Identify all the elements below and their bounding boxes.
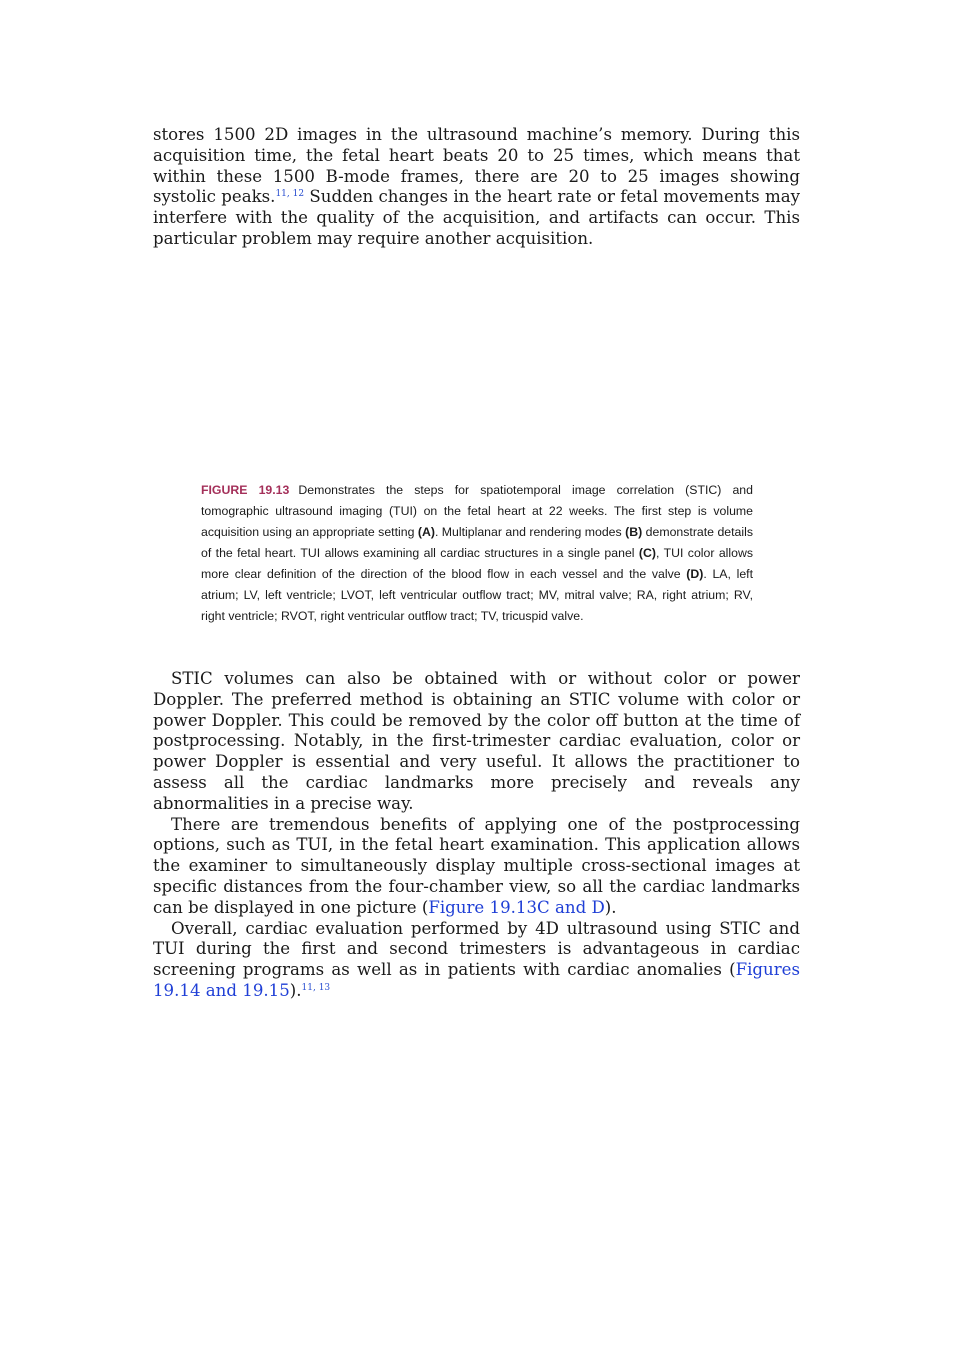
- caption-panel-c: (C): [638, 546, 656, 560]
- caption-text-4: , TUI color allows more clear definition of the direction of the blood flow in each vessel and the valve: [201, 546, 754, 581]
- figure-link-19-14-19-15[interactable]: Figures 19.14 and 19.15: [153, 960, 800, 1000]
- caption-panel-b: (B): [625, 525, 643, 539]
- paragraph-2: STIC volumes can also be obtained with or without color or power Doppler. The preferred method is obtaining an STIC volume with color or power Doppler. This could be removed by the color off button at the time of postprocessing. Notably, in the first-trimester cardiac evaluation, color or power Doppler is essential and very useful. It allows the practitioner to assess all the cardiac landmarks more precisely and reveals any abnormalities in a precise way.: [153, 669, 800, 813]
- paragraph-4: [153, 919, 800, 1002]
- caption-text-3: demonstrate details of the fetal heart. TUI allows examining all cardiac structures in a single panel: [201, 525, 753, 560]
- paragraph-1-text-b: Sudden changes in the heart rate or fetal movements may interfere with the quality of the acquisition, and artifacts can occur. This particular problem may require another acquisition.: [153, 187, 800, 248]
- paragraph-4-text-a: Overall, cardiac evaluation performed by 4D ultrasound using STIC and TUI during the first and second trimesters is advantageous in cardiac screening programs as well as in patients with cardiac anomalies (: [153, 918, 800, 980]
- paragraph-3-text-a: There are tremendous benefits of applying one of the postprocessing options, such as TUI, in the fetal heart examination. This application allows the examiner to simultaneously display multiple cross-sectional images at specific distances from the four-chamber view, so all the cardiac landmarks can be displayed in one picture (: [153, 814, 800, 917]
- figure-label: FIGURE 19.13: [201, 483, 290, 497]
- paragraph-3: [153, 815, 800, 919]
- paragraph-group-bottom: [153, 669, 800, 1002]
- paragraph-3-text-b: ).: [604, 897, 617, 917]
- paragraph-top: [153, 125, 800, 250]
- caption-text-2: . Multiplanar and rendering modes: [434, 525, 626, 539]
- figure-caption: [201, 480, 753, 627]
- caption-panel-a: (A): [417, 525, 435, 539]
- caption-text-5: . LA, left atrium; LV, left ventricle; LVOT, left ventricular outflow tract; MV, mitral valve; RA, right atrium; RV, right ventricle; RVOT, right ventricular outflow tract; TV, tricuspid valve.: [201, 567, 753, 623]
- caption-panel-d: (D): [686, 567, 704, 581]
- reference-citation-11-13[interactable]: 11, 13: [301, 982, 331, 993]
- figure-link-19-13cd[interactable]: Figure 19.13C and D: [428, 897, 605, 917]
- paragraph-1-text-a: stores 1500 2D images in the ultrasound machine’s memory. During this acquisition time, the fetal heart beats 20 to 25 times, which means that within these 1500 B-mode frames, there are 20 to 25 images showing systolic peaks.: [153, 125, 800, 207]
- paragraph-4-text-b: ).: [289, 980, 302, 1000]
- reference-citation-11-12[interactable]: 11, 12: [275, 189, 305, 200]
- paragraph-1: [153, 125, 800, 250]
- caption-text-1: Demonstrates the steps for spatiotemporal image correlation (STIC) and tomographic ultrasound imaging (TUI) on the fetal heart at 22 weeks. The first step is volume acquisition using an appropriate setting: [201, 483, 753, 539]
